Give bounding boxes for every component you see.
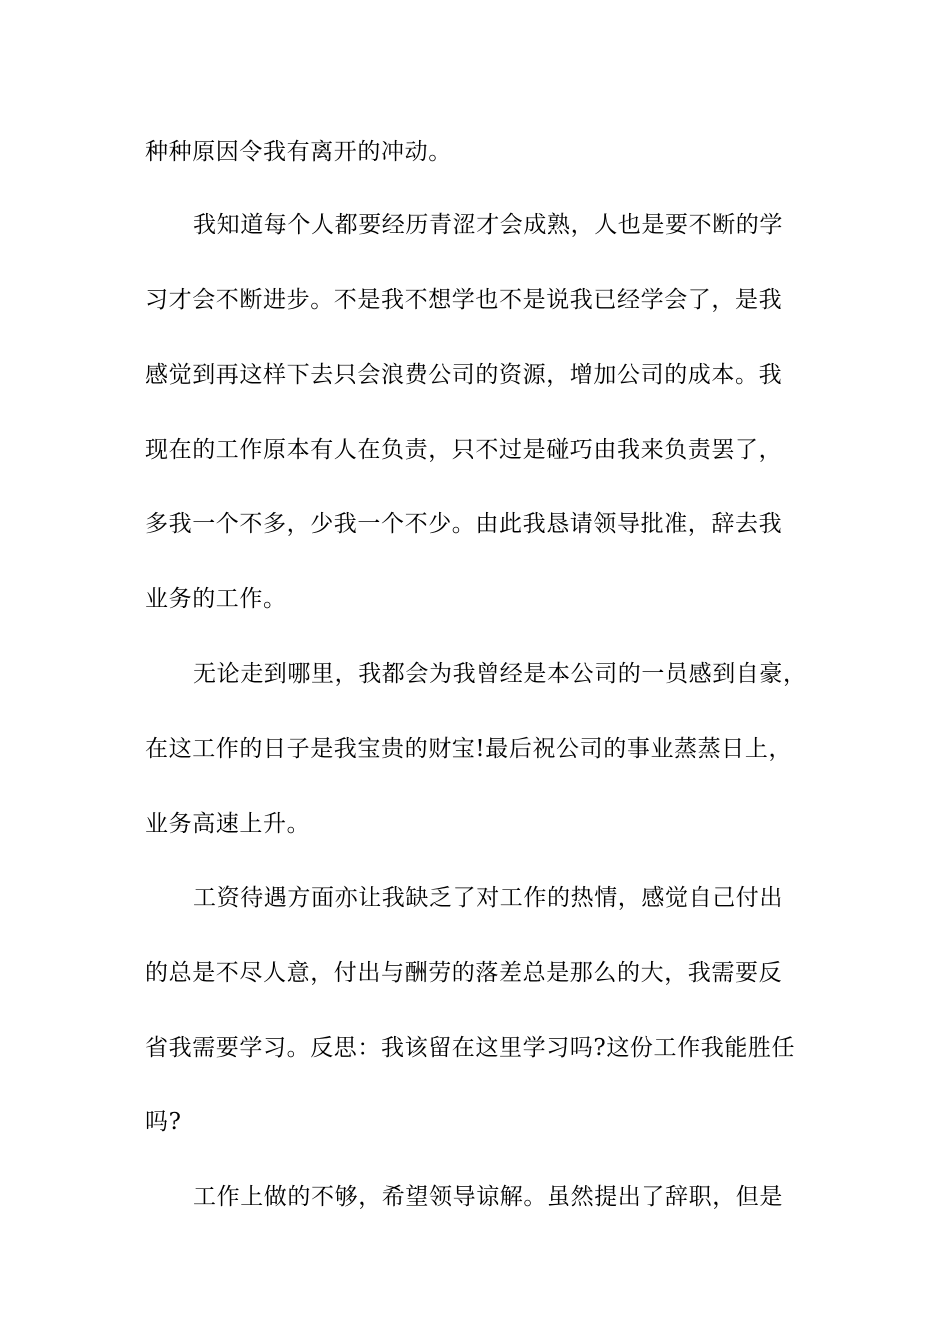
text-line-14: 吗? xyxy=(145,1109,182,1135)
text-line-13: 省我需要学习。反思：我该留在这里学习吗?这份工作我能胜任 xyxy=(145,1035,796,1061)
text-line-6: 多我一个不多，少我一个不少。由此我恳请领导批准，辞去我 xyxy=(145,511,783,537)
text-line-2: 我知道每个人都要经历青涩才会成熟，人也是要不断的学 xyxy=(193,212,783,238)
text-line-8: 无论走到哪里，我都会为我曾经是本公司的一员感到自豪， xyxy=(193,661,807,687)
text-line-9: 在这工作的日子是我宝贵的财宝!最后祝公司的事业蒸蒸日上， xyxy=(145,736,793,762)
text-line-11: 工资待遇方面亦让我缺乏了对工作的热情，感觉自己付出 xyxy=(193,885,783,911)
text-line-10: 业务高速上升。 xyxy=(145,811,311,837)
text-line-1: 种种原因令我有离开的冲动。 xyxy=(145,139,452,165)
text-line-3: 习才会不断进步。不是我不想学也不是说我已经学会了，是我 xyxy=(145,287,783,313)
text-line-7: 业务的工作。 xyxy=(145,586,287,612)
text-line-5: 现在的工作原本有人在负责，只不过是碰巧由我来负责罢了， xyxy=(145,437,783,463)
text-line-4: 感觉到再这样下去只会浪费公司的资源，增加公司的成本。我 xyxy=(145,362,783,388)
text-line-15: 工作上做的不够，希望领导谅解。虽然提出了辞职，但是 xyxy=(193,1184,783,1210)
text-line-12: 的总是不尽人意，付出与酬劳的落差总是那么的大，我需要反 xyxy=(145,960,783,986)
